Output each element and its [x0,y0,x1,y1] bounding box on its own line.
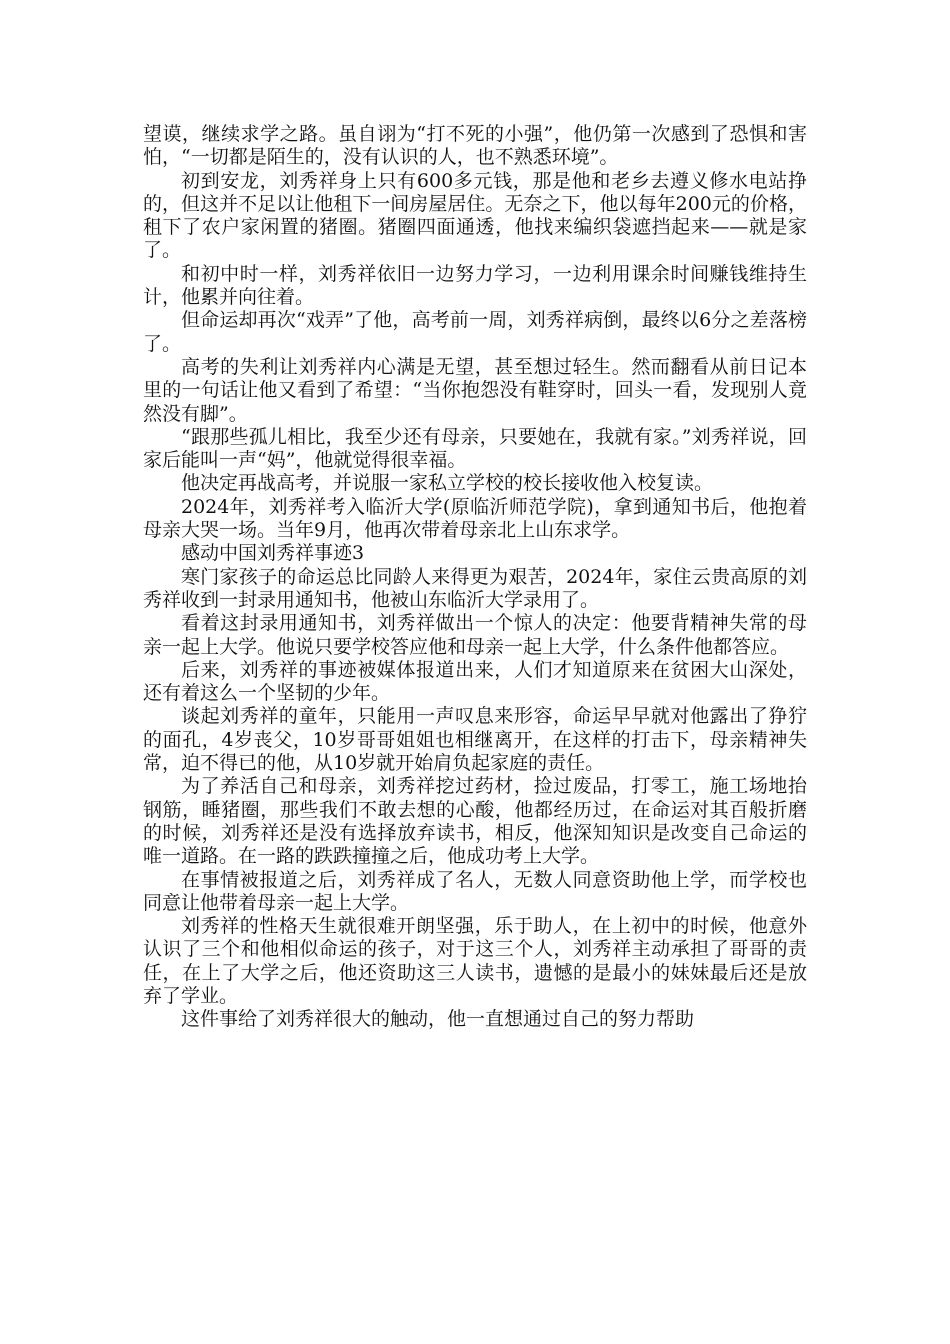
paragraph: 高考的失利让刘秀祥内心满是无望，甚至想过轻生。然而翻看从前日记本里的一句话让他又看到了希望：“当你抱怨没有鞋穿时，回头一看，发现别人竟然没有脚”。 [143,355,807,425]
paragraph: 2024年，刘秀祥考入临沂大学(原临沂师范学院)，拿到通知书后，他抱着母亲大哭一场。当年9月，他再次带着母亲北上山东求学。 [143,495,807,542]
paragraph: 谈起刘秀祥的童年，只能用一声叹息来形容，命运早早就对他露出了狰狞的面孔，4岁丧父，10岁哥哥姐姐也相继离开，在这样的打击下，母亲精神失常，迫不得已的他，从10岁就开始肩负起家庭的责任。 [143,705,807,775]
paragraph: 但命运却再次“戏弄”了他，高考前一周，刘秀祥病倒，最终以6分之差落榜了。 [143,309,807,355]
paragraph: “跟那些孤儿相比，我至少还有母亲，只要她在，我就有家。”刘秀祥说，回家后能叫一声“妈”，他就觉得很幸福。 [143,425,807,472]
paragraph: 后来，刘秀祥的事迹被媒体报道出来，人们才知道原来在贫困大山深处，还有着这么一个坚韧的少年。 [143,658,807,705]
paragraph: 寒门家孩子的命运总比同龄人来得更为艰苦，2024年，家住云贵高原的刘秀祥收到一封录用通知书，他被山东临沂大学录用了。 [143,565,807,611]
paragraph: 这件事给了刘秀祥很大的触动，他一直想通过自己的努力帮助 [181,1008,695,1031]
document-body [143,123,807,1032]
paragraph: 他决定再战高考，并说服一家私立学校的校长接收他入校复读。 [181,472,714,495]
paragraph: 和初中时一样，刘秀祥依旧一边努力学习，一边利用课余时间赚钱维持生计，他累并向往着。 [143,262,807,309]
paragraph-continued: 望谟，继续求学之路。虽自诩为“打不死的小强”，他仍第一次感到了恐惧和害怕，“一切都是陌生的，没有认识的人，也不熟悉环境”。 [143,123,807,169]
paragraph: 初到安龙，刘秀祥身上只有600多元钱，那是他和老乡去遵义修水电站挣的，但这并不足以让他租下一间房屋居住。无奈之下，他以每年200元的价格，租下了农户家闲置的猪圈。猪圈四面通透，他找来编织袋遮挡起来——就是家了。 [143,169,807,262]
paragraph: 为了养活自己和母亲，刘秀祥挖过药材，捡过废品，打零工，施工场地抬钢筋，睡猪圈，那些我们不敢去想的心酸，他都经历过，在命运对其百般折磨的时候，刘秀祥还是没有选择放弃读书，相反，他深知知识是改变自己命运的唯一道路。在一路的跌跌撞撞之后，他成功考上大学。 [143,775,807,868]
section-heading: 感动中国刘秀祥事迹3 [181,542,365,565]
paragraph: 在事情被报道之后，刘秀祥成了名人，无数人同意资助他上学，而学校也同意让他带着母亲一起上大学。 [143,868,807,914]
paragraph: 看着这封录用通知书，刘秀祥做出一个惊人的决定：他要背精神失常的母亲一起上大学。他说只要学校答应他和母亲一起上大学，什么条件他都答应。 [143,612,807,658]
paragraph: 刘秀祥的性格天生就很难开朗坚强，乐于助人，在上初中的时候，他意外认识了三个和他相似命运的孩子，对于这三个人，刘秀祥主动承担了哥哥的责任，在上了大学之后，他还资助这三人读书，遗憾的是最小的妹妹最后还是放弃了学业。 [143,915,807,1007]
